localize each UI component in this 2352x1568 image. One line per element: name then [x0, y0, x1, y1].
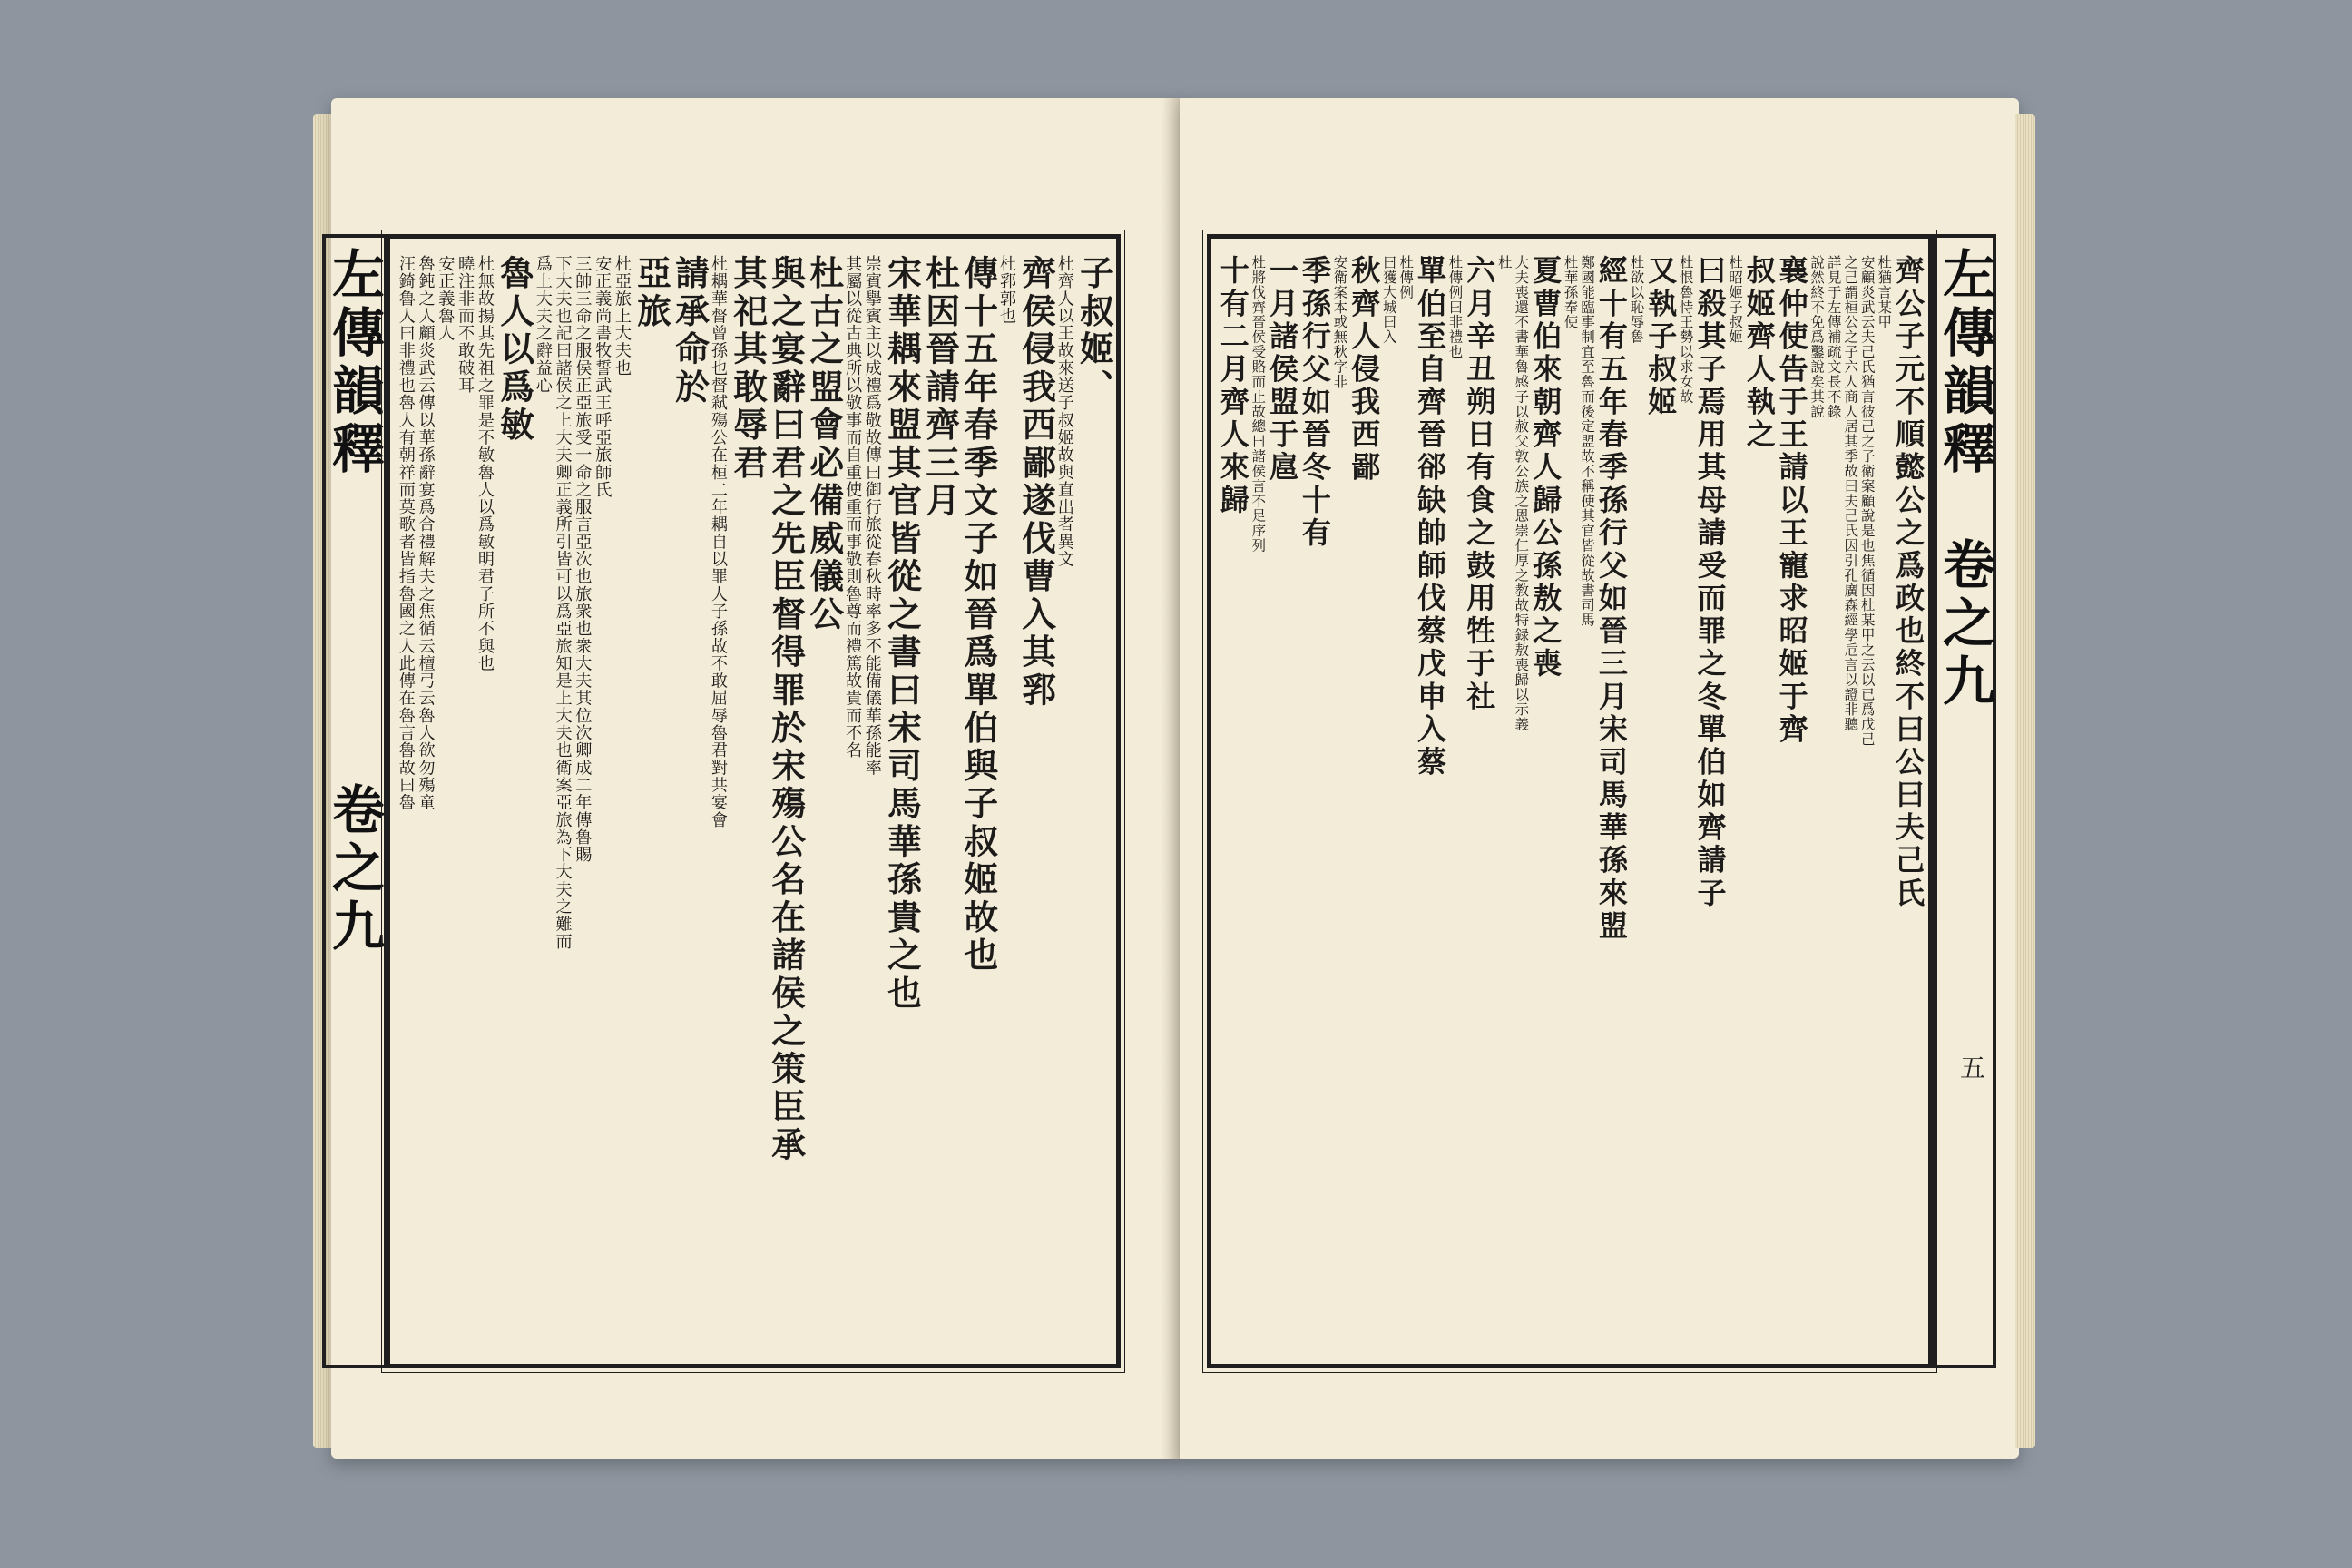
left_page-text-column: 杜齊人以王故來送子叔姬故與直出者異文 [1054, 255, 1074, 568]
right_page-text-column: 十有二月齊人來歸 [1215, 255, 1250, 517]
right_page-text-column: 叔姬齊人執之 [1741, 255, 1777, 452]
left_page-text-column: 安正義魯人 [436, 255, 456, 342]
right-page-edges [2015, 114, 2035, 1448]
right_page-text-column: 安顧炎武云夫己氏猶言彼己之子衛案顧說是也焦循因杜某甲之云以已爲戊己 [1858, 255, 1876, 747]
left_page-text-column: 爲上大夫之辭益心 [533, 255, 553, 395]
left_page-text-column: 魯鈍之人顧炎武云傳以華孫辭宴爲合禮解夫之焦循云檀弓云魯人欲勿殤童 [416, 255, 436, 811]
right_page-text-column: 安衛案本或無秋字非 [1331, 255, 1348, 389]
left_page-text-column: 下大夫也記曰諸侯之上大夫卿正義所引皆可以爲亞旅知是上大夫也衛案亞旅為下大夫之難而 [553, 255, 573, 950]
left_page-text-column: 安正義尚書牧誓武王呼亞旅師氏 [593, 255, 612, 499]
right_page-text-column: 經十有五年春季孫行父如晉三月宋司馬華孫來盟 [1593, 255, 1629, 943]
left_page-text-column: 其屬以從古典所以敬事而自重使重而事敬則魯尊而禮篤故貴而不名 [843, 255, 863, 760]
open-book [313, 98, 2019, 1477]
left_page-text-column: 亞旅 [632, 255, 672, 331]
left-book-title: 左傳韻釋 [323, 247, 385, 479]
left-margin-column [322, 234, 387, 1368]
right_page-text-column: 杜猶言某甲 [1876, 255, 1893, 330]
left_page-text-column: 子叔姬、 [1073, 255, 1114, 407]
right-chapter-label: 卷之九 [1934, 537, 1995, 711]
page-number: 五 [1956, 1054, 1986, 1080]
right_page-text-column: 杜華孫奉使 [1562, 255, 1579, 330]
left-page [323, 98, 1180, 1459]
left-chapter-label: 卷之九 [323, 782, 385, 956]
left_page-text-column: 杜耦華督曾孫也督弒殤公在桓二年耦自以罪人子孫故不敢屈辱魯君對共宴會 [708, 255, 728, 828]
right-margin-column [1933, 234, 1996, 1368]
right-book-title: 左傳韻釋 [1934, 247, 1995, 479]
right_page-text-column: 說然終不免爲鑿說矣其說 [1808, 255, 1826, 419]
left_page-text-column: 其祀其敢辱君 [728, 255, 769, 483]
left_page-text-column: 三帥三命之服侯正亞旅受一命之服言亞次也旅衆也衆大夫其位次卿成二年傳魯賜 [573, 255, 593, 864]
left_page-text-column: 請承命於 [670, 255, 710, 407]
right_page-text-column: 季孫行父如晉冬十有 [1297, 255, 1332, 550]
right_page-text-column: 齊公子元不順懿公之爲政也終不曰公曰夫己氏 [1890, 255, 1926, 910]
right_page-text-column: 鄭國能臨事制宜至魯而後定盟故不稱使其官皆從故書司馬 [1579, 255, 1596, 628]
right_page-text-column: 又執子叔姬 [1643, 255, 1679, 419]
left_page-text-column: 齊侯侵我西鄙遂伐曹入其郛 [1016, 255, 1057, 710]
right_page-text-column: 六月辛丑朔日有食之鼓用牲于社 [1462, 255, 1497, 714]
right_page-text-column: 杜傳例曰非禮也 [1446, 255, 1464, 359]
left_page-text-column: 傳十五年春季文子如晉爲單伯與子叔姬故也 [958, 255, 999, 975]
left-text-frame [386, 234, 1121, 1368]
right_page-text-column: 杜恨魯恃王勢以求女故 [1677, 255, 1694, 405]
right_page-text-column: 夏曹伯來朝齊人歸公孫敖之喪 [1528, 255, 1563, 681]
right_page-text-column: 大夫喪還不書華魯感子以赦父敦公族之恩崇仁厚之教故特録敖喪歸以示義 [1513, 255, 1530, 732]
left_page-text-column: 杜無故揚其先祖之罪是不敏魯人以爲敏明君子所不與也 [475, 255, 495, 672]
right_page-text-column: 杜傳例 [1397, 255, 1415, 300]
left_page-text-column: 與之宴辭曰君之先臣督得罪於宋殤公名在諸侯之策臣承 [766, 255, 807, 1164]
right-page [1180, 98, 2019, 1459]
left_page-text-column: 曉注非而不敢破耳 [456, 255, 475, 395]
right_page-text-column: 曰獲大城曰入 [1380, 255, 1397, 345]
right_page-text-column: 之己謂桓公之子六人商人居其季故曰夫己氏因引孔廣森經學卮言以證非聽 [1842, 255, 1859, 732]
right_page-text-column: 杜將伐齊晉侯受賂而止故總曰諸侯言不足序列 [1250, 255, 1267, 554]
right_page-text-column: 單伯至自齊晉郤缺帥師伐蔡戊申入蔡 [1412, 255, 1447, 779]
right_page-text-column: 杜昭姬子叔姬 [1727, 255, 1744, 345]
right_page-text-column: 襄仲使告于王請以王寵求昭姬于齊 [1774, 255, 1809, 747]
left_page-text-column: 魯人以爲敏 [495, 255, 535, 445]
left_page-text-column: 杜亞旅上大夫也 [612, 255, 632, 377]
right_page-text-column: 一月諸侯盟于扈 [1265, 255, 1300, 485]
right_page-text-column: 詳見于左傳補疏文長不錄 [1825, 255, 1842, 419]
right_page-text-column: 秋齊人侵我西鄙 [1347, 255, 1382, 485]
right_page-text-column: 曰殺其子焉用其母請受而罪之冬單伯如齊請子 [1692, 255, 1728, 910]
left_page-text-column: 崇賓擧賓主以成禮爲敬故傳曰御行旅從春秋時率多不能備儀華孫能率 [862, 255, 882, 777]
right-text-frame [1207, 234, 1933, 1368]
left_page-text-column: 宋華耦來盟其官皆從之書曰宋司馬華孫貴之也 [881, 255, 922, 1013]
left_page-text-column: 杜郛郭也 [996, 255, 1016, 325]
right_page-text-column: 杜欲以恥辱魯 [1628, 255, 1645, 345]
right_page-text-column: 杜 [1495, 255, 1513, 270]
left_page-text-column: 汪錡魯人曰非禮也魯人有朝祥而莫歌者皆指魯國之人此傳在魯言魯故曰魯 [396, 255, 416, 811]
left_page-text-column: 杜古之盟會必備威儀公 [804, 255, 845, 634]
left_page-text-column: 杜因晉請齊三月 [920, 255, 961, 521]
